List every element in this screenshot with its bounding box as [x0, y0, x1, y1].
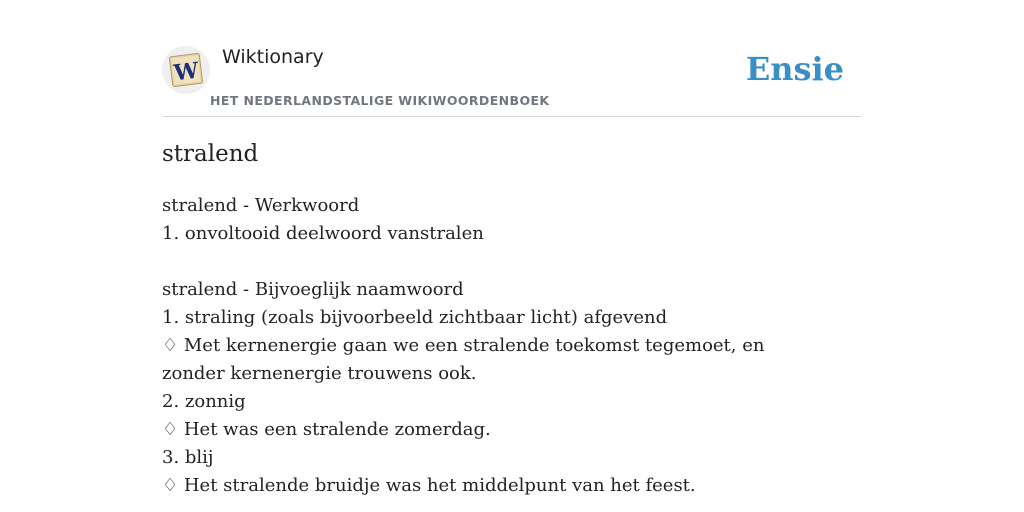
definition-line: 1. straling (zoals bijvoorbeeld zichtbaar licht) afgevend: [162, 307, 668, 328]
definition-line: 3. blij: [162, 447, 214, 468]
svg-text:W: W: [172, 57, 201, 87]
example-sentence: ♢ Met kernenergie gaan we een stralende toekomst tegemoet, en zonder kernenergie trouwens ook.: [162, 335, 765, 384]
site-header: [162, 0, 862, 117]
entry-heading: stralend - Bijvoeglijk naamwoord: [162, 279, 464, 300]
ensie-brand-link[interactable]: Ensie: [745, 50, 844, 88]
site-name[interactable]: Wiktionary: [222, 46, 324, 68]
definition-line: 1. onvoltooid deelwoord vanstralen: [162, 223, 484, 244]
example-sentence: ♢ Het was een stralende zomerdag.: [162, 419, 491, 440]
site-tagline: HET NEDERLANDSTALIGE WIKIWOORDENBOEK: [210, 93, 550, 108]
definition-entry-werkwoord: [162, 192, 822, 248]
entry-heading: stralend - Werkwoord: [162, 195, 360, 216]
definition-line: 2. zonnig: [162, 391, 246, 412]
example-sentence: ♢ Het stralende bruidje was het middelpunt van het feest.: [162, 475, 696, 496]
wiktionary-logo-icon[interactable]: [162, 46, 210, 94]
definition-entry-bijvoeglijk-naamwoord: [162, 276, 822, 500]
definition-list: [162, 192, 822, 500]
page-title: stralend: [162, 141, 259, 167]
main-content: [162, 136, 822, 500]
